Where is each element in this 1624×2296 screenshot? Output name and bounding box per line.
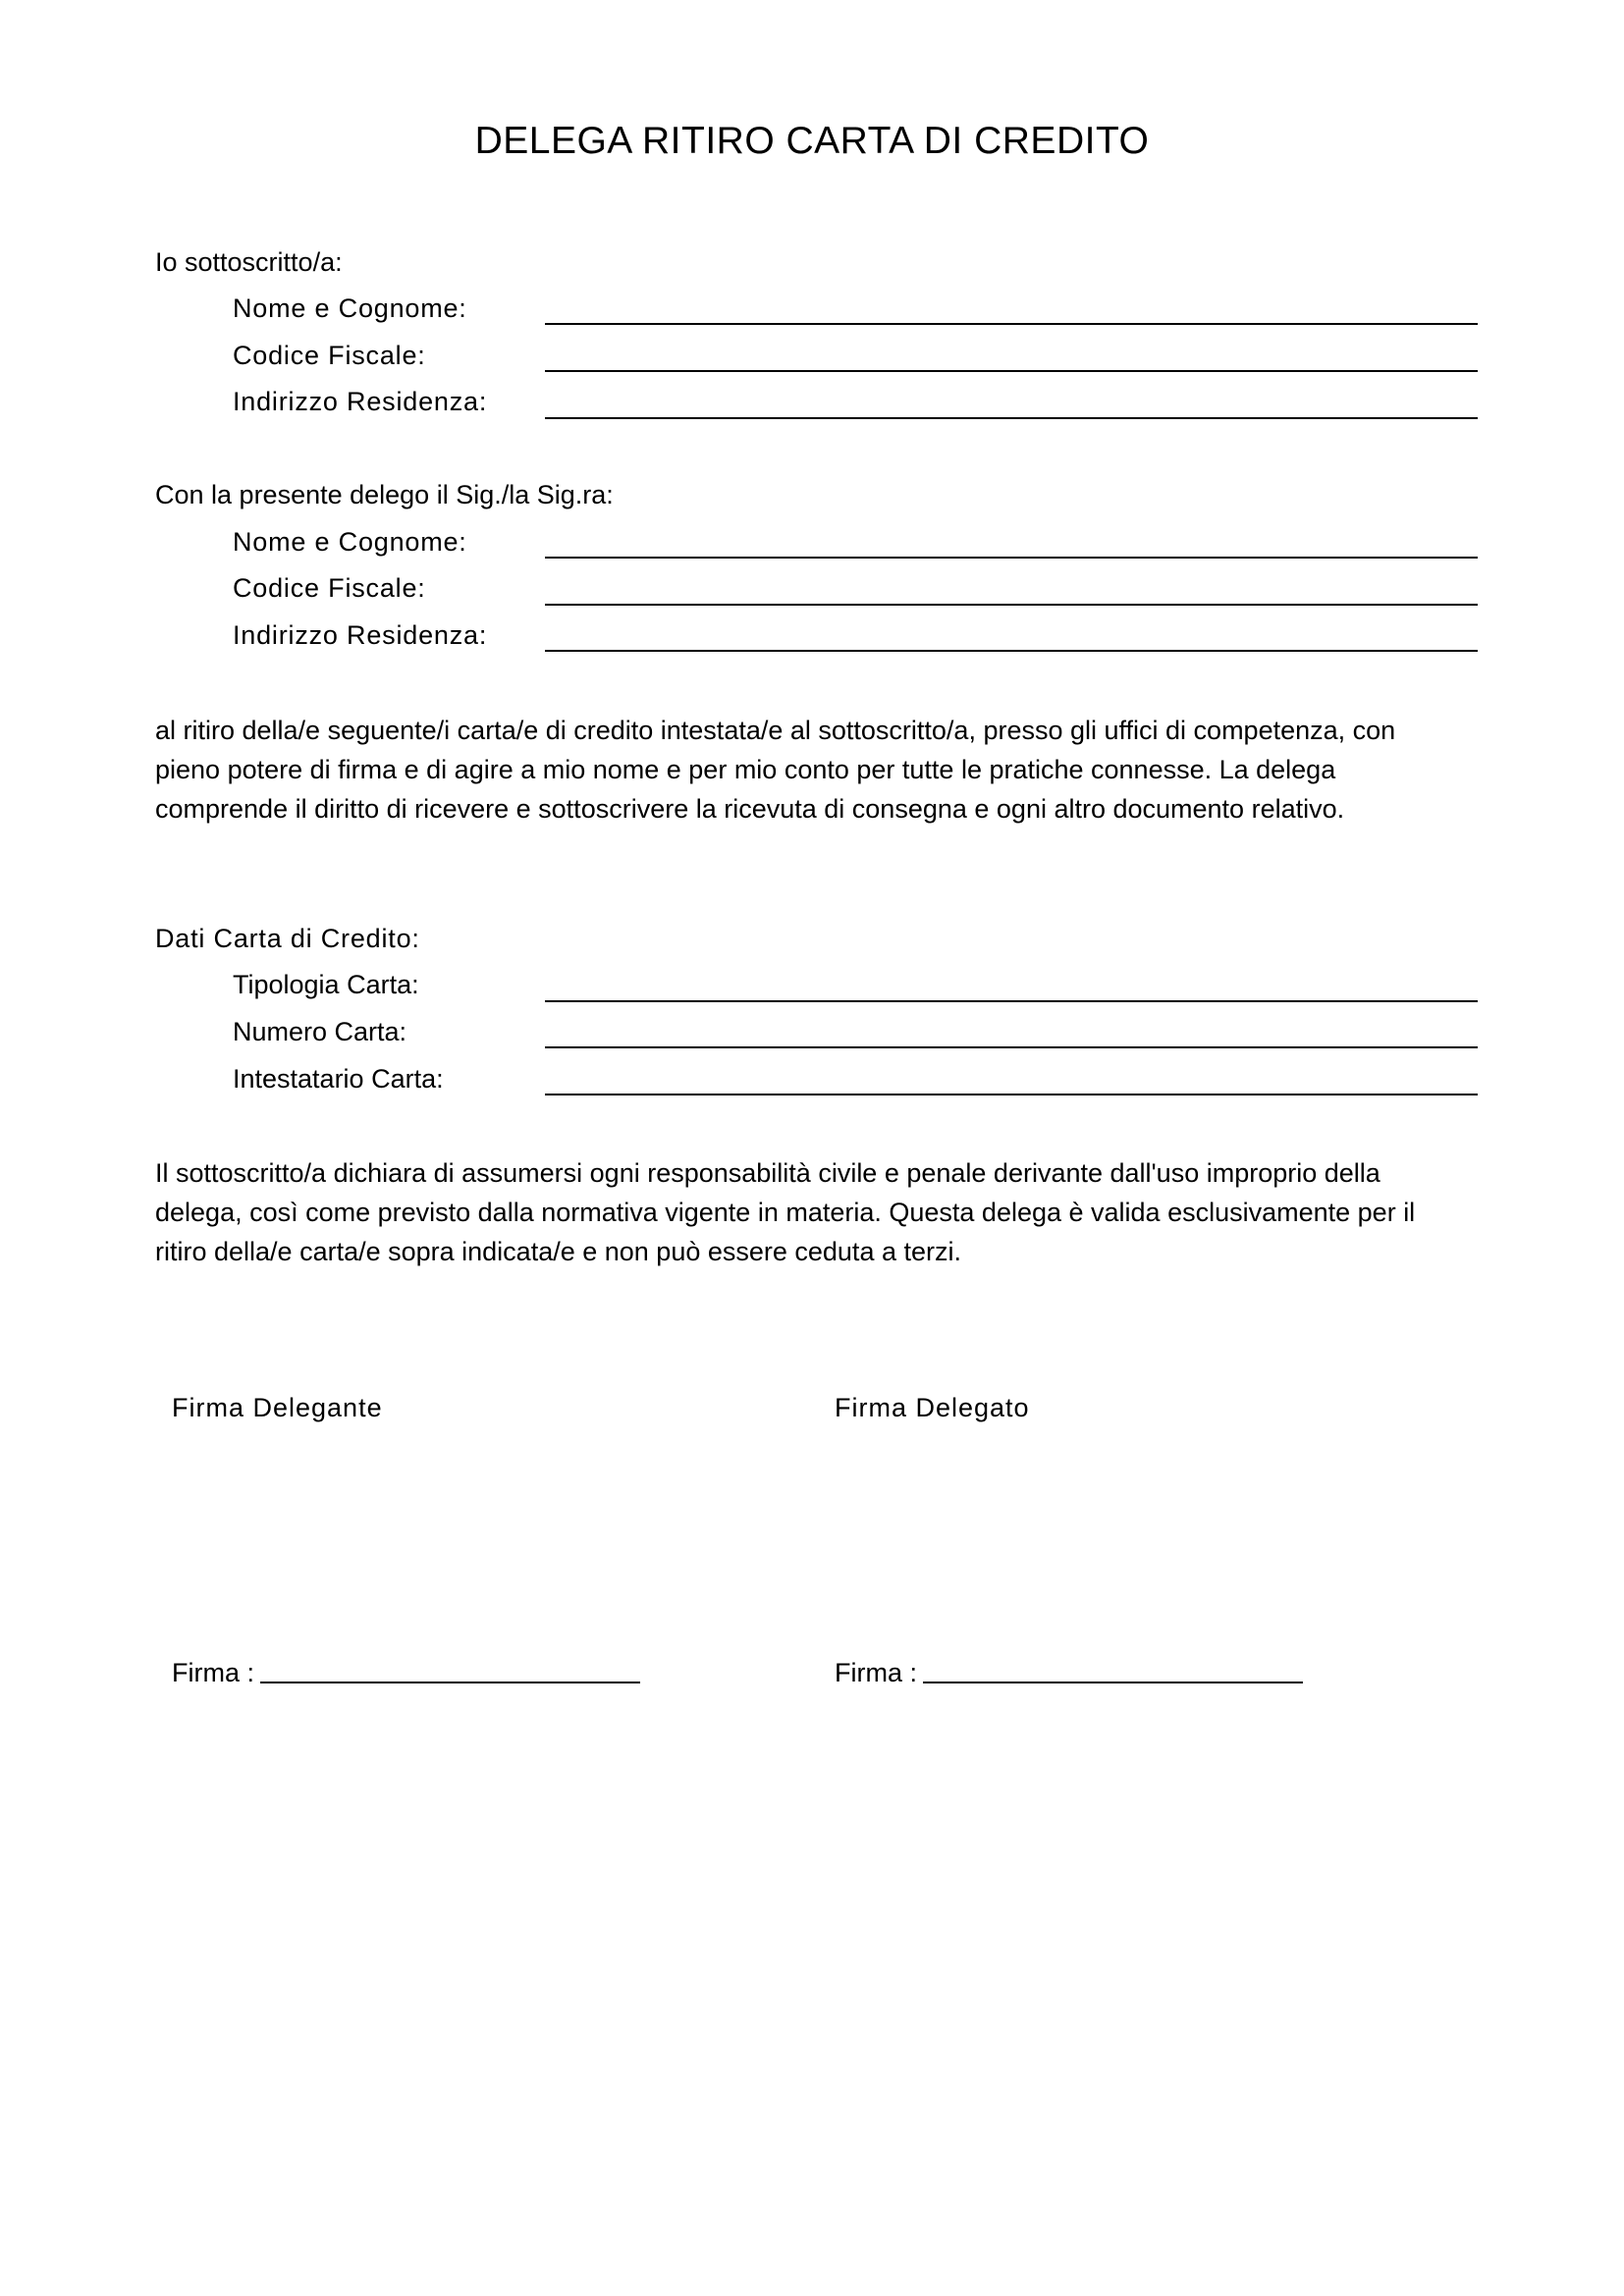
carta-tipologia-field[interactable] <box>545 1000 1478 1002</box>
carta-heading: Dati Carta di Credito: <box>155 924 420 953</box>
carta-tipologia-label: Tipologia Carta: <box>233 970 419 999</box>
delegante-heading: Io sottoscritto/a: <box>155 247 343 277</box>
delegato-cf-field[interactable] <box>545 604 1478 606</box>
delegante-nome-field[interactable] <box>545 323 1478 325</box>
firma-delegato-block <box>835 1656 1303 1689</box>
delegato-nome-label: Nome e Cognome: <box>233 527 467 557</box>
dichiarazione-paragraph <box>155 1153 1481 1271</box>
firma-delegato-line[interactable] <box>923 1682 1303 1683</box>
carta-numero-field[interactable] <box>545 1046 1478 1048</box>
carta-intestatario-field[interactable] <box>545 1094 1478 1095</box>
firma-delegante-text: Firma : <box>172 1658 254 1687</box>
delegante-nome-label: Nome e Cognome: <box>233 294 467 323</box>
delegato-indirizzo-label: Indirizzo Residenza: <box>233 620 488 650</box>
paragraph-line: delega, così come previsto dalla normativa vigente in materia. Questa delega è valida esclusivamente per il <box>155 1198 1416 1227</box>
delegato-nome-field[interactable] <box>545 557 1478 559</box>
delegato-indirizzo-field[interactable] <box>545 650 1478 652</box>
carta-numero-label: Numero Carta: <box>233 1017 407 1046</box>
paragraph-line: al ritiro della/e seguente/i carta/e di credito intestata/e al sottoscritto/a, presso gli uffici di competenza, con <box>155 716 1396 745</box>
delegato-heading: Con la presente delego il Sig./la Sig.ra: <box>155 480 614 509</box>
firma-delegante-line[interactable] <box>260 1682 640 1683</box>
delegante-indirizzo-label: Indirizzo Residenza: <box>233 387 488 416</box>
delegante-cf-field[interactable] <box>545 370 1478 372</box>
paragraph-line: comprende il diritto di ricevere e sottoscrivere la ricevuta di consegna e ogni altro documento relativo. <box>155 794 1345 824</box>
delegante-indirizzo-field[interactable] <box>545 417 1478 419</box>
document-title: DELEGA RITIRO CARTA DI CREDITO <box>474 120 1150 162</box>
firma-delegato-label: Firma Delegato <box>835 1393 1030 1422</box>
firma-delegante-label: Firma Delegante <box>172 1393 383 1422</box>
delega-paragraph <box>155 711 1481 828</box>
carta-intestatario-label: Intestatario Carta: <box>233 1064 444 1094</box>
delegato-cf-label: Codice Fiscale: <box>233 573 426 603</box>
paragraph-line: Il sottoscritto/a dichiara di assumersi ogni responsabilità civile e penale derivante dall'uso improprio della <box>155 1158 1380 1188</box>
firma-delegante-block <box>172 1656 640 1689</box>
delegante-cf-label: Codice Fiscale: <box>233 341 426 370</box>
paragraph-line: pieno potere di firma e di agire a mio nome e per mio conto per tutte le pratiche connesse. La delega <box>155 755 1336 784</box>
paragraph-line: ritiro della/e carta/e sopra indicata/e e non può essere ceduta a terzi. <box>155 1237 961 1266</box>
firma-delegato-text: Firma : <box>835 1658 917 1687</box>
